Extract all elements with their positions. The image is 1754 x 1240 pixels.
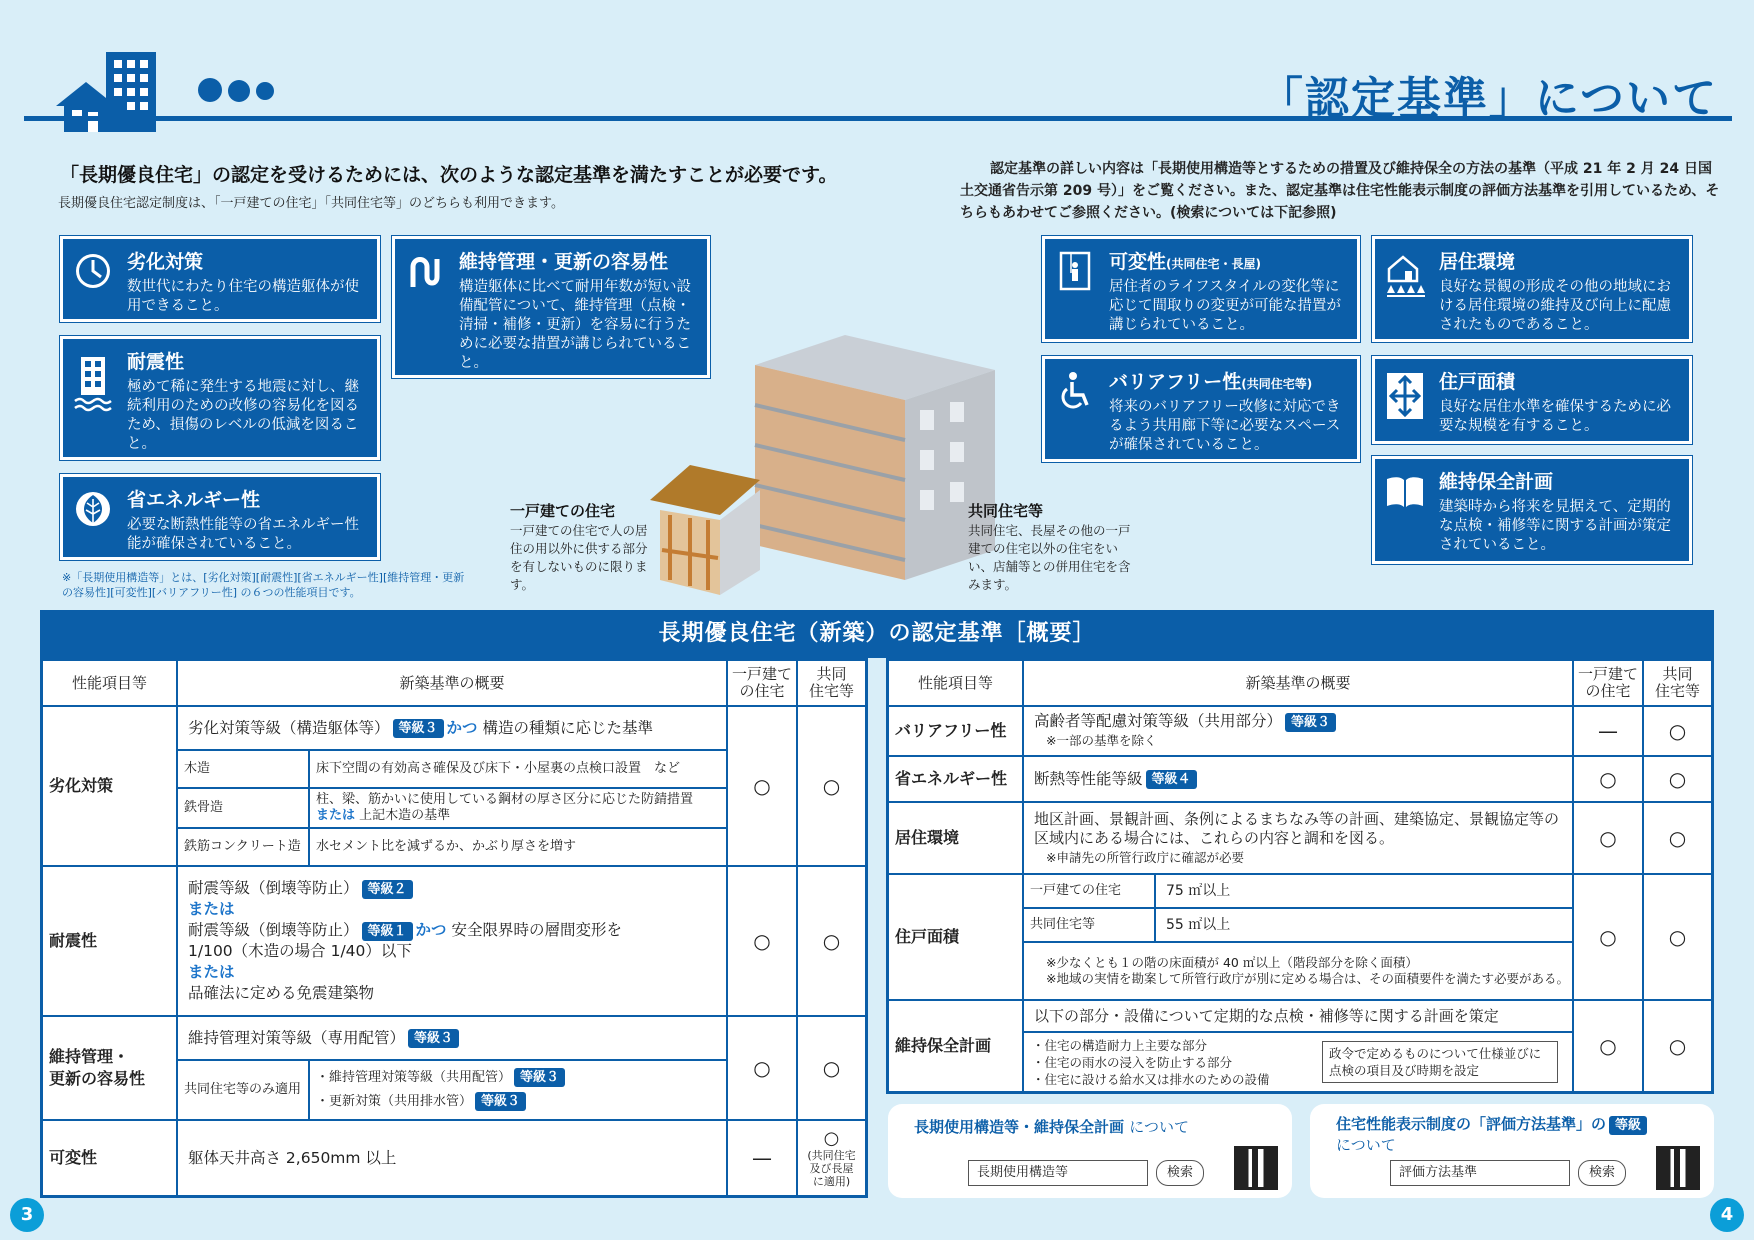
bf-detached-mark: — [1573,706,1643,756]
card-body: 建築時から将来を見据えて、定期的な点検・補修等に関する計画が策定されていること。 [1439,499,1671,553]
row-label-kahen: 可変性 [42,1120,177,1196]
clock-icon [73,251,113,291]
page-number-left: 3 [10,1198,44,1232]
search-button[interactable]: 検索 [1578,1160,1626,1186]
men-apartment-mark: ○ [1643,874,1712,1000]
book-icon [1385,471,1425,511]
card-rekka [60,236,380,322]
hozen-box: 政令で定めるものについて仕様並びに点検の項目及び時期を設定 [1322,1041,1558,1083]
search-input[interactable]: 長期使用構造等 [968,1160,1148,1186]
card-title: 省エネルギー性 [127,489,261,511]
men-r2-value: 55 ㎡以上 [1155,908,1573,942]
card-title: 劣化対策 [127,251,204,273]
row-label-barrierfree: バリアフリー性 [888,706,1023,756]
search-title: 長期使用構造等・維持保全計画 について [914,1118,1189,1136]
card-title: 居住環境 [1439,251,1516,273]
card-taishin [60,336,380,460]
card-shoene [60,474,380,560]
qr-code-icon [1656,1146,1700,1190]
row-label-kyoju: 居住環境 [888,802,1023,874]
card-body: 極めて稀に発生する地震に対し、継続利用のための改修の容易化を図るため、損傷のレベルの低減を図ること。 [127,379,359,452]
house-trees-icon [1385,251,1425,301]
row-label-shoene: 省エネルギー性 [888,756,1023,802]
kahen-text: 躯体天井高さ 2,650mm 以上 [177,1120,727,1196]
card-body: 必要な断熱性能等の省エネルギー性能が確保されていること。 [127,517,359,552]
card-body: 居住者のライフスタイルの変化等に応じて間取りの変更が可能な措置が講じられていること。 [1109,279,1341,333]
iji-detached-mark: ○ [727,1016,797,1120]
col-header-item: 性能項目等 [888,660,1023,706]
row-label-iji: 維持管理・ 更新の容易性 [42,1016,177,1120]
detached-desc: 一戸建ての住宅で人の居住の用以外に供する部分を有しないものに限ります。 [510,523,648,592]
row-label-menseki: 住戸面積 [888,874,1023,1000]
rekka-apartment-mark: ○ [797,706,866,866]
kahen-detached-mark: — [727,1120,797,1196]
card-body: 将来のバリアフリー改修に対応できるよう共用廊下等に必要なスペースが確保されていること。 [1109,399,1341,453]
card-body: 良好な景観の形成その他の地域における居住環境の維持及び向上に配慮されたものであること。 [1439,279,1671,333]
rekka-rc-text: 水セメント比を減ずるか、かぶり厚さを増す [309,828,727,866]
se-apartment-mark: ○ [1643,756,1712,802]
rekka-wood-text: 床下空間の有効高さ確保及び床下・小屋裏の点検口設置 など [309,750,727,788]
iji-sub-label: 共同住宅等のみ適用 [177,1060,309,1120]
intro-lead: 「長期優良住宅」の認定を受けるためには、次のような認定基準を満たすことが必要です。 [60,164,838,186]
hozen-list: ・住宅の構造耐力上主要な部分 ・住宅の雨水の浸入を防止する部分 ・住宅に設ける給水又は排水のための設備 政令で定めるものについて仕様並びに点検の項目及び時期を設定 [1023,1032,1573,1092]
search-box-kozo [888,1104,1292,1198]
col-header-detached: 一戸建て の住宅 [1573,660,1643,706]
hozen-apartment-mark: ○ [1643,1000,1712,1092]
building-illustration [650,330,1010,610]
men-r1-value: 75 ㎡以上 [1155,874,1573,908]
search-button[interactable]: 検索 [1156,1160,1204,1186]
taishin-text: 耐震等級（倒壊等防止） 等級２ または 耐震等級（倒壊等防止） 等級１ かつ 安全限界時の層間変形を 1/100（木造の場合 1/40）以下 または 品確法に定める免震建築物 [177,866,727,1016]
area-arrows-icon [1385,371,1425,421]
card-title: 住戸面積 [1439,371,1516,393]
row-label-hozen: 維持保全計画 [888,1000,1023,1092]
col-header-item: 性能項目等 [42,660,177,706]
rekka-wood-label: 木造 [177,750,309,788]
kyo-text: 地区計画、景観計画、条例によるまちなみ等の計画、建築協定、景観協定等の区域内にある場合には、これらの内容と調和を図る。 ※申請先の所管行政庁に確認が必要 [1023,802,1573,874]
row-label-taishin: 耐震性 [42,866,177,1016]
taishin-detached-mark: ○ [727,866,797,1016]
card-body: 数世代にわたり住宅の構造躯体が使用できること。 [127,279,359,314]
qr-code-icon [1234,1146,1278,1190]
card-title: 可変性(共同住宅・長屋) [1109,251,1261,273]
page-title: 「認定基準」について [1258,73,1718,124]
door-person-icon [1055,251,1095,291]
col-header-summary: 新築基準の概要 [177,660,727,706]
building-quake-icon [73,353,113,413]
kyo-apartment-mark: ○ [1643,802,1712,874]
detached-title: 一戸建ての住宅 [510,502,616,520]
card-body: 良好な居住水準を確保するために必要な規模を有すること。 [1439,399,1671,434]
hozen-detached-mark: ○ [1573,1000,1643,1092]
pipe-icon [405,251,445,291]
search-box-hyoka [1310,1104,1714,1198]
col-header-detached: 一戸建て の住宅 [727,660,797,706]
kyo-detached-mark: ○ [1573,802,1643,874]
row-label-rekka: 劣化対策 [42,706,177,866]
card-body: 構造躯体に比べて耐用年数が短い設備配管について、維持管理（点検・清掃・補修・更新）を容易に行うために必要な措置が講じられていること。 [459,279,691,371]
col-header-apartment: 共同 住宅等 [1643,660,1712,706]
apartment-desc: 共同住宅、長屋その他の一戸建ての住宅以外の住宅をいい、店舗等との併用住宅を含みます。 [968,523,1131,592]
men-notes: ※少なくとも１の階の床面積が 40 ㎡以上（階段部分を除く面積） ※地域の実情を勘案して所管行政庁が別に定める場合は、その面積要件を満たす必要がある。 [1023,942,1573,1000]
right-table [886,658,1714,1094]
card-title: 維持管理・更新の容易性 [459,251,669,273]
card-title: 維持保全計画 [1439,471,1554,493]
bf-apartment-mark: ○ [1643,706,1712,756]
card-title: バリアフリー性(共同住宅等) [1109,371,1313,393]
men-r1-label: 一戸建ての住宅 [1023,874,1155,908]
card-menseki [1372,356,1692,444]
card-title: 耐震性 [127,351,185,373]
rekka-detached-mark: ○ [727,706,797,866]
men-detached-mark: ○ [1573,874,1643,1000]
men-r2-label: 共同住宅等 [1023,908,1155,942]
rekka-main: 劣化対策等級（構造躯体等） 等級３ かつ 構造の種類に応じた基準 [177,706,727,750]
footnote: ※「長期使用構造等」とは、[劣化対策][耐震性][省エネルギー性][維持管理・更新の容易性][可変性][バリアフリー性] の６つの性能項目です。 [62,571,465,599]
leaf-icon [73,489,113,529]
se-detached-mark: ○ [1573,756,1643,802]
left-table [40,658,868,1198]
iji-sub-text: ・維持管理対策等級（共用配管） 等級３ ・更新対策（共用排水管） 等級３ [309,1060,727,1120]
iji-main: 維持管理対策等級（専用配管） 等級３ [177,1016,727,1060]
rekka-steel-text: 柱、梁、筋かいに使用している鋼材の厚さ区分に応じた防錆措置 または 上記木造の基準 [309,788,727,828]
rekka-rc-label: 鉄筋コンクリート造 [177,828,309,866]
rekka-steel-label: 鉄骨造 [177,788,309,828]
reference-note: 認定基準の詳しい内容は「長期使用構造等とするための措置及び維持保全の方法の基準（平成 21 年 2 月 24 日国土交通省告示第 209 号）」をご覧ください。また、認定基準は住宅性能表示制度の評価方法基準を引用しているため、そちらもあわせてご参照ください。(検索については下記参照) [960,161,1720,221]
header-illustration [56,50,166,140]
bf-text: 高齢者等配慮対策等級（共用部分） 等級３ ※一部の基準を除く [1023,706,1573,756]
wheelchair-icon [1055,371,1095,411]
table-title: 長期優良住宅（新築）の認定基準［概要］ [40,610,1714,658]
card-barrierfree [1042,356,1360,462]
card-hozen [1372,456,1692,564]
kahen-apartment-mark: ○ (共同住宅 及び長屋 に適用) [797,1120,866,1196]
card-kahen [1042,236,1360,342]
hozen-text: 以下の部分・設備について定期的な点検・補修等に関する計画を策定 [1023,1000,1573,1032]
se-text: 断熱等性能等級 等級４ [1023,756,1573,802]
house-building-icon [56,50,166,140]
intro-sub: 長期優良住宅認定制度は、「一戸建ての住宅」「共同住宅等」のどちらも利用できます。 [58,196,564,211]
col-header-apartment: 共同 住宅等 [797,660,866,706]
search-input[interactable]: 評価方法基準 [1390,1160,1570,1186]
iji-apartment-mark: ○ [797,1016,866,1120]
apartment-title: 共同住宅等 [968,502,1044,520]
page-number-right: 4 [1710,1198,1744,1232]
col-header-summary: 新築基準の概要 [1023,660,1573,706]
card-kyoju [1372,236,1692,342]
search-title: 住宅性能表示制度の「評価方法基準」の 等級 について [1336,1114,1666,1155]
taishin-apartment-mark: ○ [797,866,866,1016]
